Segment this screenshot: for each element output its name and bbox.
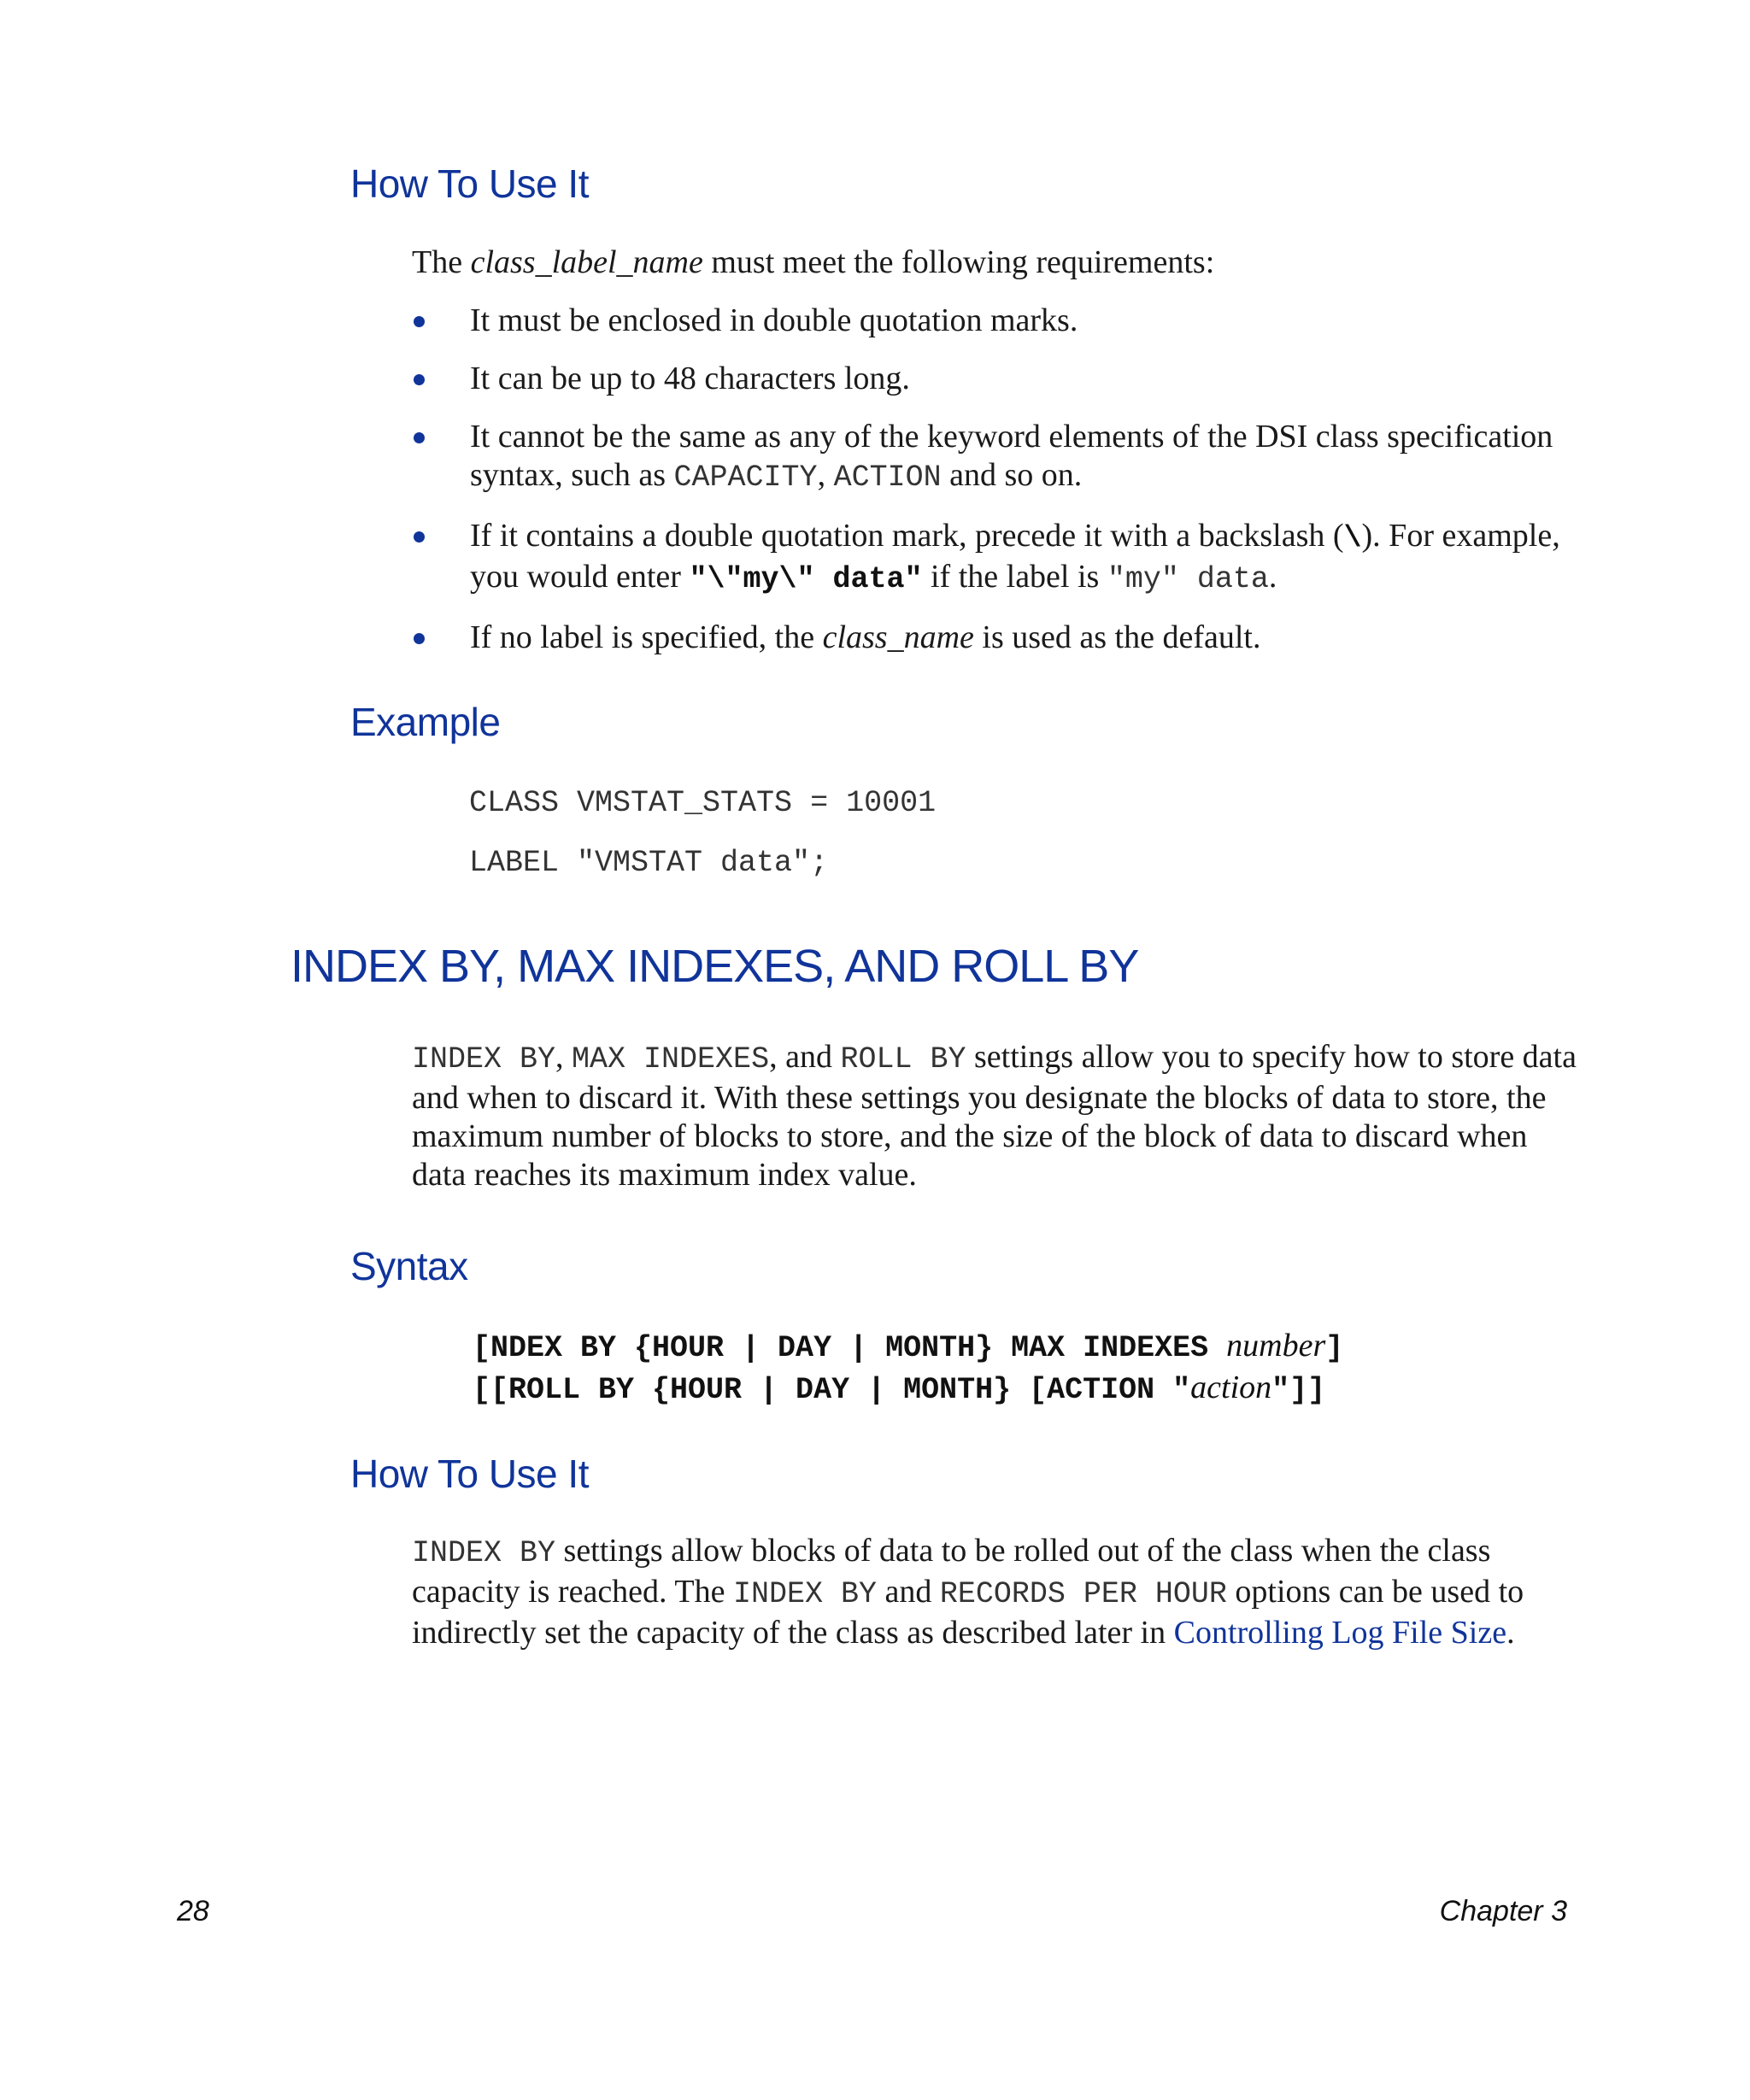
example-escaped-label: "\"my\" data" — [689, 562, 923, 596]
syntax-heading: Syntax — [350, 1244, 468, 1288]
list-item: If it contains a double quotation mark, precede it with a backslash (\). For example, you would enter "\"my\" data" if the label is "my" data. — [412, 517, 1583, 599]
backslash-glyph: \ — [1343, 521, 1362, 555]
example-label: "my" data — [1107, 562, 1269, 596]
requirements-list — [412, 302, 1583, 677]
bullet-icon — [414, 316, 425, 327]
list-item: It cannot be the same as any of the keyword elements of the DSI class specification syntax, such as CAPACITY, ACTION and so on. — [412, 418, 1583, 497]
term-class-label-name: class_label_name — [470, 244, 703, 280]
bullet-icon — [414, 633, 425, 644]
section-title-index-by: INDEX BY, MAX INDEXES, AND ROLL BY — [291, 941, 1139, 992]
list-item: It can be up to 48 characters long. — [412, 360, 1583, 398]
bullet-icon — [414, 531, 425, 543]
example-code-line-2: LABEL "VMSTAT data"; — [469, 846, 829, 880]
keyword-action: ACTION — [833, 460, 942, 495]
index-by-paragraph: INDEX BY, MAX INDEXES, and ROLL BY settings allow you to specify how to store data and when to discard it. With these settings you designate the blocks of data to store, the maximum number of blocks to store, and the size of the block of data to discard when data reaches its maximum index value. — [412, 1039, 1577, 1193]
example-code-line-1: CLASS VMSTAT_STATS = 10001 — [469, 786, 937, 820]
syntax-block — [473, 1326, 1343, 1410]
how-to-use-paragraph: INDEX BY settings allow blocks of data to be rolled out of the class when the class capacity is reached. The INDEX BY and RECORDS PER HOUR options can be used to indirectly set the capacity of the class as described later in Controlling Log File Size. — [412, 1533, 1524, 1651]
controlling-log-file-size-link[interactable]: Controlling Log File Size — [1173, 1615, 1507, 1651]
section-heading-how-to-use-it: How To Use It — [350, 161, 589, 206]
syntax-line-2: [[ROLL BY {HOUR | DAY | MONTH} [ACTION "action"]] — [473, 1370, 1326, 1407]
term-class-name: class_name — [822, 619, 974, 655]
page-number: 28 — [177, 1895, 209, 1927]
intro-paragraph: The class_label_name must meet the following requirements: — [412, 244, 1215, 280]
keyword-capacity: CAPACITY — [673, 460, 818, 495]
example-heading: Example — [350, 700, 501, 744]
syntax-line-1: [NDEX BY {HOUR | DAY | MONTH} MAX INDEXES number] — [473, 1328, 1344, 1365]
bullet-icon — [414, 374, 425, 385]
list-item: It must be enclosed in double quotation marks. — [412, 302, 1583, 340]
section-heading-how-to-use-it-2: How To Use It — [350, 1452, 589, 1496]
list-item: If no label is specified, the class_name is used as the default. — [412, 619, 1583, 657]
chapter-label: Chapter 3 — [1439, 1895, 1567, 1927]
bullet-icon — [414, 432, 425, 443]
